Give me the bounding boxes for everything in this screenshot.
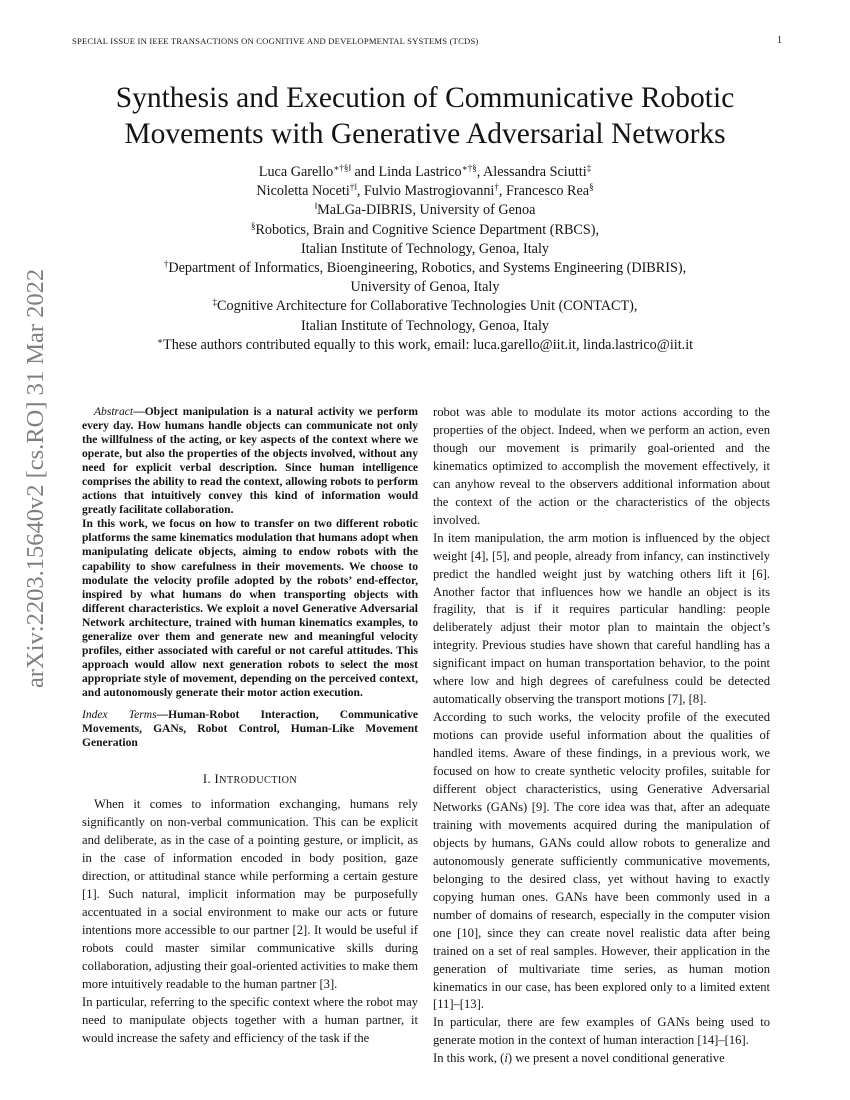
index-terms-label: Index Terms [82, 708, 157, 721]
body-paragraph: According to such works, the velocity profile of the executed motions can provide useful information about the qualities of handled items. Aware of these findings, in a previous work, we focused on how to create synthetic velocity profiles, suitable for different object characteristics, using Generative Adversarial Networks (GANs) [9]. The core idea was that, after an adequate training with movements acquired during the manipulation of objects by humans, GANs could allow robots to generalize and autonomously generate sufficiently communicative movements, belonging to the desired class, yet without having to exactly copying human ones. GANs have been commonly used in a number of domains of research, especially in the computer vision one [10], since they can create novel realistic data after being trained on a set of real samples. However, their application in the generation of multivariate time series, as human motion kinematics in our case, has been explored only to a limited extent [11]–[13]. [433, 710, 770, 1012]
left-column [82, 404, 418, 1047]
affiliation-line [60, 259, 790, 278]
abstract-label: Abstract [94, 406, 134, 418]
affiliation-mark: § [250, 220, 256, 231]
body-paragraph [433, 1050, 770, 1068]
equal-contribution-note [60, 336, 790, 355]
abstract-text: —Object manipulation is a natural activity we perform every day. How humans handle objects can communicate not only the willfulness of the acting, or key aspects of the context where we operate, but also the properties of the objects involved, without any need for explicit verbal description. Since human intelligence comprises the ability to read the context, allowing robots to perform actions that intuitively convey this kind of information would greatly facilitate collaboration. [82, 406, 418, 517]
author-name: and Linda Lastrico [350, 164, 462, 180]
author-name: Nicoletta Noceti [256, 183, 350, 200]
affiliation-text: Department of Informatics, Bioengineering, Robotics, and Systems Engineering (DIBRIS), [168, 260, 687, 277]
affiliation-mark: ‖ [314, 201, 318, 212]
body-paragraph: In particular, there are few examples of GANs being used to generate motion in the context of human interaction [14]–[16]. [433, 1015, 770, 1048]
author-affiliation-mark: § [589, 182, 594, 193]
abstract [82, 404, 418, 750]
author-affiliation-mark: ∗†§ [461, 163, 477, 173]
affiliation-line [60, 221, 790, 240]
body-paragraph: When it comes to information exchanging, humans rely significantly on non-verbal communication. This can be explicit and deliberate, as in the case of a pointing gesture, or implicit, as in the case of information encoded in body position, gaze direction, or attitudinal stance while performing a certain gesture [1]. Such natural, implicit information may be purposefully accentuated in a social environment to make our acts or future intentions more accessible to our partner [2]. It would be useful if robots could master similar communicative skills during collaboration, adjusting their goal-oriented activities to make them more intuitively readable to the human partner [3]. [82, 797, 418, 991]
affiliation-text: Italian Institute of Technology, Genoa, Italy [300, 240, 549, 257]
affiliation-text: Robotics, Brain and Cognitive Science Department (RBCS), [255, 221, 600, 238]
arxiv-identifier-stamp: arXiv:2203.15640v2 [cs.RO] 31 Mar 2022 [22, 268, 49, 688]
affiliation-line [60, 240, 790, 259]
affiliation-text: University of Genoa, Italy [350, 279, 500, 296]
index-terms [82, 708, 418, 750]
paper-title [30, 80, 820, 152]
author-line-1 [60, 163, 790, 182]
body-paragraph: In particular, referring to the specific context where the robot may need to manipulate objects together with a human partner, it would increase the safety and efficiency of the task if the [82, 994, 418, 1045]
right-column [433, 404, 770, 1068]
affiliation-text: Italian Institute of Technology, Genoa, Italy [300, 317, 549, 334]
affiliation-text: MaLGa-DIBRIS, University of Genoa [317, 202, 536, 219]
body-text: ) we present a novel conditional generative [507, 1051, 725, 1066]
page-number: 1 [777, 35, 782, 46]
body-paragraph: robot was able to modulate its motor actions according to the properties of the object. Indeed, when we perform an action, even though our movement is primarily goal-oriented and the kinematics optimized to accomplish the movement effectively, it can anyhow reveal to the observers additional information about the context of the action or the characteristics of the objects involved. [433, 405, 770, 527]
author-name: , Fulvio Mastrogiovanni [356, 183, 495, 200]
author-affiliation-mark: ∗†§‖ [333, 163, 351, 173]
author-block [60, 163, 790, 355]
body-paragraph: In item manipulation, the arm motion is influenced by the object weight [4], [5], and people, already from infancy, can instinctively predict the handled weight just by watching others lift it [6]. Another factor that influences how we handle an object is its fragility, that is if it requires particular handling: people deliberately adjust their motor plan to maintain the object’s integrity. Previous studies have shown that careful handling has a significant impact on human transportation behavior, to the point where low and high degrees of carefulness could be detected automatically observing the transport motions [7], [8]. [433, 530, 770, 707]
section-heading-introduction [82, 771, 418, 789]
title-line-1: Synthesis and Execution of Communicative Robotic [115, 82, 735, 114]
affiliation-line [60, 317, 790, 336]
body-text: i [504, 1051, 508, 1066]
author-name: , Francesco Rea [498, 183, 590, 200]
affiliation-mark: ‡ [212, 297, 218, 308]
abstract-paragraph: In this work, we focus on how to transfer on two different robotic platforms the same kinematics modulation that humans adopt when manipulating delicate objects, aiming to endow robots with the capability to show carefulness in their movements. We choose to modulate the velocity profile adopted by the robots’ end-effector, inspired by what humans do when transporting objects with different characteristics. We exploit a novel Generative Adversarial Network architecture, trained with human kinematics examples, to generalize over them and generate new and meaningful velocity profiles, either associated with careful or not careful attitudes. This approach would allow next generation robots to select the most appropriate style of movement, depending on the perceived context, and autonomously generate their motor action execution. [82, 518, 418, 699]
author-affiliation-mark: ‡ [586, 163, 592, 173]
affiliation-line [60, 278, 790, 297]
index-terms-text: —Human-Robot Interaction, Communicative Movements, GANs, Robot Control, Human-Like Movement Generation [82, 708, 418, 750]
author-name: Luca Garello [258, 164, 334, 180]
author-affiliation-mark: † [494, 182, 499, 193]
abstract-paragraph [82, 405, 418, 517]
affiliation-mark: ∗ [156, 335, 164, 346]
affiliation-line [60, 201, 790, 220]
author-affiliation-mark: †‖ [349, 182, 357, 193]
body-text: In this work, ( [433, 1051, 505, 1066]
title-line-2: Movements with Generative Adversarial Networks [124, 118, 726, 150]
affiliation-line [60, 297, 790, 316]
author-name: , Alessandra Sciutti [476, 164, 587, 180]
author-line-2 [60, 182, 790, 201]
section-number: I. I [202, 772, 220, 787]
affiliation-text: These authors contributed equally to this work, email: luca.garello@iit.it, linda.lastrico@iit.it [163, 336, 694, 353]
affiliation-mark: † [163, 259, 169, 270]
running-head: SPECIAL ISSUE IN IEEE TRANSACTIONS ON COGNITIVE AND DEVELOPMENTAL SYSTEMS (TCDS) [72, 36, 479, 46]
affiliation-text: Cognitive Architecture for Collaborative Technologies Unit (CONTACT), [217, 298, 638, 315]
section-title: NTRODUCTION [219, 775, 298, 787]
